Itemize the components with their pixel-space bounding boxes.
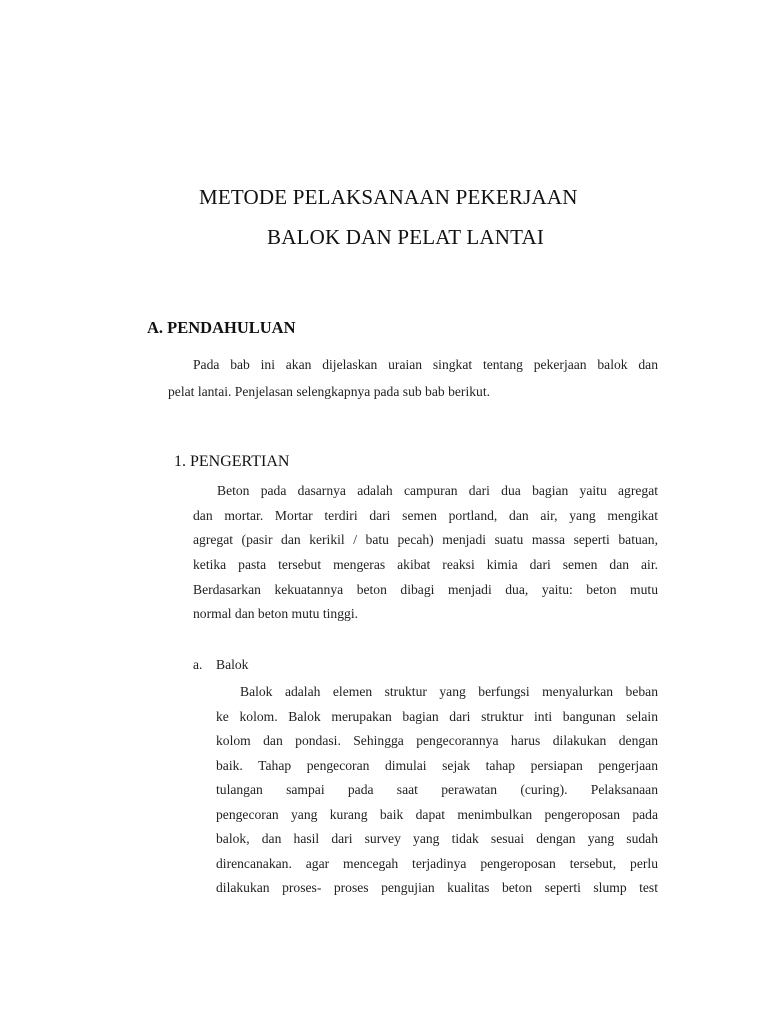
paragraph-line: normal dan beton mutu tinggi. — [193, 606, 358, 622]
paragraph-line: tulangan sampai pada saat perawatan (curing). Pelaksanaan — [216, 782, 658, 797]
paragraph-line: Pada bab ini akan dijelaskan uraian singkat tentang pekerjaan balok dan — [193, 357, 658, 372]
paragraph-line: baik. Tahap pengecoran dimulai sejak tahap persiapan pengerjaan — [216, 757, 658, 773]
subsection-title: Balok — [216, 657, 249, 672]
section-a-paragraph — [168, 356, 658, 410]
paragraph-line: ke kolom. Balok merupakan bagian dari struktur inti bangunan selain — [216, 708, 658, 724]
paragraph-line: Berdasarkan kekuatannya beton dibagi menjadi dua, yaitu: beton mutu — [193, 581, 658, 597]
paragraph-line: dan mortar. Mortar terdiri dari semen portland, dan air, yang mengikat — [193, 507, 658, 523]
section-1-heading: 1. PENGERTIAN — [174, 453, 290, 470]
paragraph-line: direncanakan. agar mencegah terjadinya pengeroposan tersebut, perlu — [216, 855, 658, 871]
document-title-line-2: BALOK DAN PELAT LANTAI — [267, 225, 545, 249]
paragraph-line: ketika pasta tersebut mengeras akibat reaksi kimia dari semen dan air. — [193, 557, 658, 573]
paragraph-line: balok, dan hasil dari survey yang tidak sesuai dengan yang sudah — [216, 831, 658, 846]
document-title-line-1: METODE PELAKSANAAN PEKERJAAN — [199, 185, 578, 209]
list-marker: a. — [193, 657, 203, 672]
subsection-a-label — [193, 657, 248, 673]
paragraph-line: dilakukan proses- proses pengujian kualitas beton seperti slump test — [216, 880, 658, 895]
section-a-heading: A. PENDAHULUAN — [147, 318, 296, 337]
paragraph-line: agregat (pasir dan kerikil / batu pecah) menjadi suatu massa seperti batuan, — [193, 532, 658, 548]
paragraph-line: pengecoran yang kurang baik dapat menimbulkan pengeroposan pada — [216, 806, 658, 822]
paragraph-line: Balok adalah elemen struktur yang berfungsi menyalurkan beban — [240, 684, 658, 699]
paragraph-line: Beton pada dasarnya adalah campuran dari dua bagian yaitu agregat — [217, 483, 658, 498]
paragraph-line: kolom dan pondasi. Sehingga pengecorannya harus dilakukan dengan — [216, 733, 658, 748]
section-1-paragraph — [193, 482, 658, 630]
paragraph-line: pelat lantai. Penjelasan selengkapnya pada sub bab berikut. — [168, 384, 490, 399]
subsection-a-paragraph — [216, 683, 658, 904]
